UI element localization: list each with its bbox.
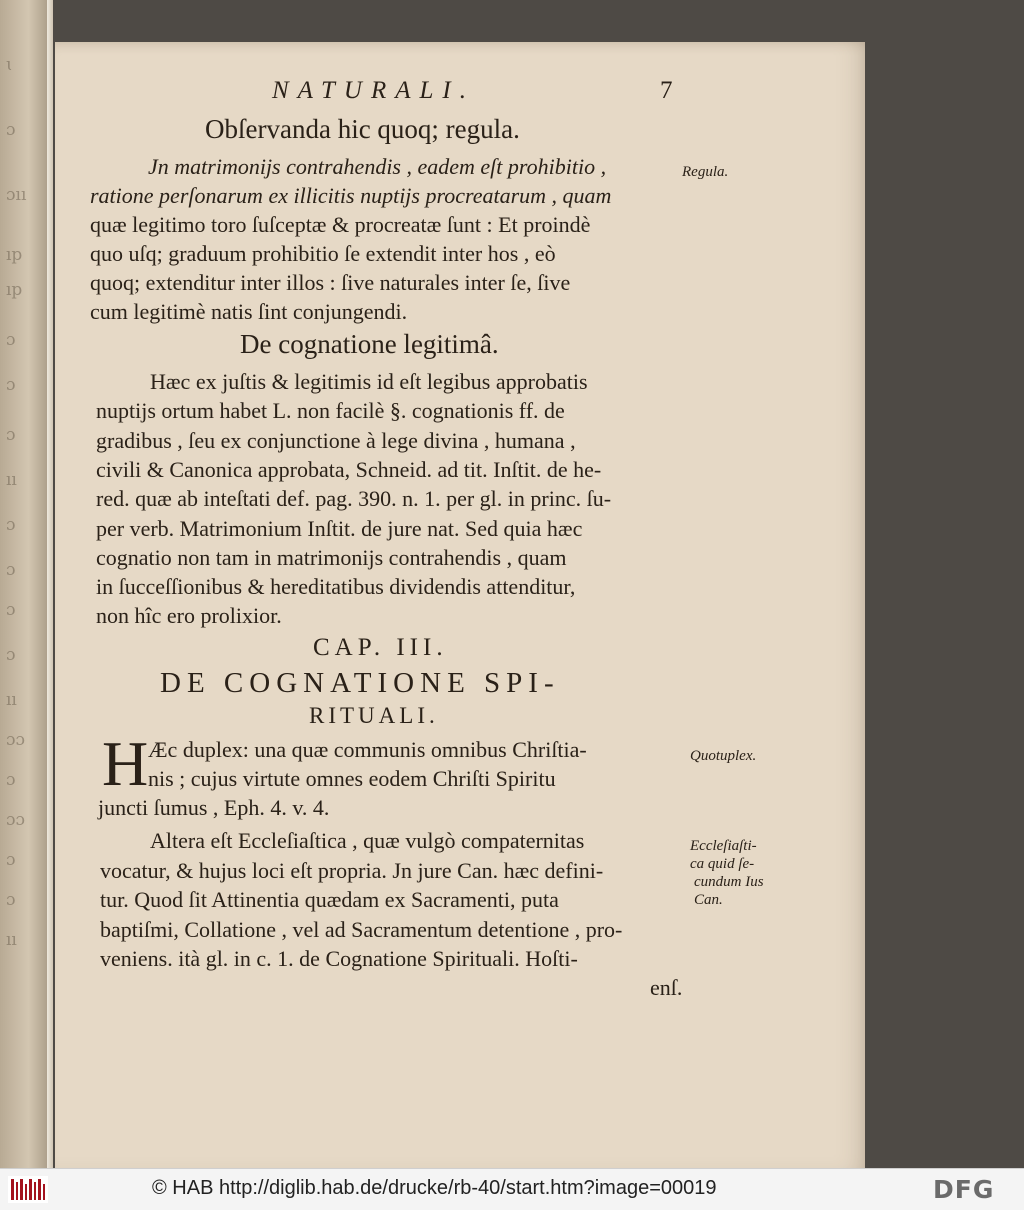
left-page-fragment: ɔ (6, 375, 16, 395)
paragraph-line: gradibus , ſeu ex conjunctione à lege divina , humana , (96, 427, 576, 453)
margin-note-line: Can. (694, 892, 723, 908)
page-number: 7 (660, 77, 673, 104)
left-page-fragment: ɔ (6, 850, 16, 870)
paragraph-line: vocatur, & hujus loci eſt propria. Jn jure Can. hæc defini- (100, 857, 604, 883)
paragraph-line: Hæc ex juſtis & legitimis id eſt legibus approbatis (150, 369, 588, 394)
paragraph-line: civili & Canonica approbata, Schneid. ad tit. Inſtit. de he- (96, 456, 602, 482)
left-page-fragment: ɔ (6, 645, 16, 665)
left-page-fragment: ɩ (6, 55, 13, 75)
paragraph-line: nuptijs ortum habet L. non facilè §. cognationis ff. de (96, 398, 565, 424)
paragraph-line: tur. Quod ſit Attinentia quædam ex Sacramenti, puta (100, 887, 559, 912)
paragraph-line: Jn matrimonijs contrahendis , eadem eſt prohibitio , (148, 154, 607, 179)
paragraph-line: veniens. ità gl. in c. 1. de Cognatione Spirituali. Hoſti- (100, 946, 578, 971)
paragraph-line: quoq; extenditur inter illos : ſive naturales inter ſe, ſive (90, 270, 571, 295)
left-page-fragment: ɔ (6, 330, 16, 350)
paragraph-line: ratione perſonarum ex illicitis nuptijs procreatarum , quam (90, 183, 612, 208)
paragraph-line: in ſucceſſionibus & hereditatibus dividendis attenditur, (96, 574, 576, 600)
paragraph-line: red. quæ ab inteſtati def. pag. 390. n. 1. per gl. in princ. ſu- (96, 486, 612, 512)
left-page-fragment: ɔ (6, 890, 16, 910)
left-page-fragment: ɔıı (6, 185, 27, 205)
left-page-fragment: ıp (6, 245, 23, 265)
left-page-fragment: ɔɔ (6, 730, 26, 750)
paragraph-line: juncti ſumus , Eph. 4. v. 4. (98, 795, 330, 820)
left-page-fragment: ɔ (6, 425, 16, 445)
running-head: NATURALI. (272, 77, 475, 104)
margin-note-line: Eccleſiaſti- (690, 838, 757, 854)
paragraph-line: cum legitimè natis ſint conjungendi. (90, 299, 408, 324)
left-page-fragment: ıı (6, 470, 17, 490)
left-page-fragment: ɔ (6, 515, 16, 535)
left-page-fore-edge (47, 0, 53, 1168)
margin-note-regula: Regula. (682, 164, 729, 180)
dfg-logo: DFG (933, 1175, 995, 1204)
paragraph-line: nis ; cujus virtute omnes eodem Chriſti Spiritu (148, 766, 556, 791)
left-page-fragment: ɔ (6, 120, 16, 140)
left-page-fragment: ıı (6, 690, 17, 710)
viewer-background (865, 42, 1024, 1168)
chapter-title-line1: DE COGNATIONE SPI- (160, 667, 560, 699)
paragraph-line: per verb. Matrimonium Inſtit. de jure nat. Sed quia hæc (96, 515, 583, 541)
paragraph-line: cognatio non tam in matrimonijs contrahendis , quam (96, 544, 567, 570)
left-page-fragment: ɔ (6, 770, 16, 790)
left-page-fragment: ıı (6, 930, 17, 950)
copyright-url[interactable]: © HAB http://diglib.hab.de/drucke/rb-40/start.htm?image=00019 (152, 1177, 717, 1199)
catchword: enſ. (650, 975, 683, 1000)
section-heading-regula: Obſervanda hic quoq; regula. (205, 114, 520, 144)
paragraph-line: Æc duplex: una quæ communis omnibus Chriſtia- (148, 737, 587, 762)
paragraph-line: non hîc ero prolixior. (96, 603, 282, 629)
section-heading-cognatione-legitima: De cognatione legitimâ. (240, 329, 499, 359)
paragraph-line: quæ legitimo toro ſuſceptæ & procreatæ ſunt : Et proindè (90, 212, 591, 237)
paragraph-line: baptiſmi, Collatione , vel ad Sacramentum detentione , pro- (100, 916, 623, 942)
paragraph-line: quo uſq; graduum prohibitio ſe extendit inter hos , eò (90, 241, 556, 266)
left-page-fragment: ɔɔ (6, 810, 26, 830)
left-page-fragment: ɔ (6, 560, 16, 580)
margin-note-line: ca quid ſe- (690, 856, 755, 872)
hab-logo-icon (8, 1176, 48, 1203)
viewer-footer (0, 1168, 1024, 1210)
margin-note-quotuplex: Quotuplex. (690, 748, 757, 764)
drop-initial: H (102, 728, 149, 799)
left-page-fragment: ɔ (6, 600, 16, 620)
paragraph-line: Altera eſt Eccleſiaſtica , quæ vulgò compaternitas (150, 828, 585, 853)
margin-note-line: cundum Ius (694, 874, 764, 890)
left-page-fragment: ıp (6, 280, 23, 300)
chapter-title-line2: RITUALI. (309, 703, 439, 728)
chapter-number: CAP. III. (313, 634, 448, 661)
left-page-edge (0, 0, 52, 1168)
